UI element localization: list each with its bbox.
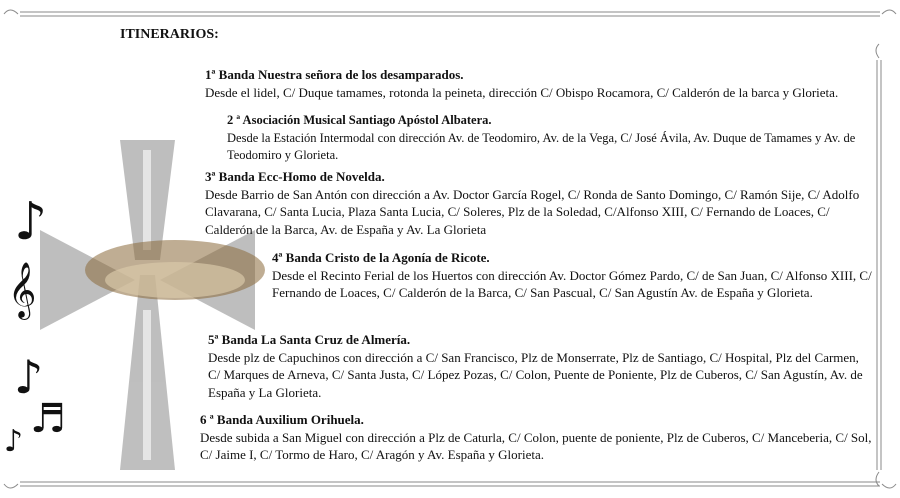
band-itinerary-1	[205, 66, 885, 101]
band-itinerary-3	[205, 168, 865, 238]
band-route: Desde plz de Capuchinos con dirección a C/ San Francisco, Plz de Monserrate, Plz de Santiago, C/ Hospital, Plz del Carmen, C/ Marques de Arneva, C/ Santa Justa, C/ López Pozas, C/ Colon, Puente de Poniente, Plz de Cuberos, C/ San Agustín, Av. de España y La Glorieta.	[208, 349, 863, 400]
eighth-note-icon: ♪	[14, 350, 44, 404]
band-heading: 1ª Banda Nuestra señora de los desamparados.	[205, 67, 464, 82]
band-route: Desde el Recinto Ferial de los Huertos con dirección Av. Doctor Gómez Pardo, C/ de San Juan, C/ Alfonso XIII, C/ Fernando de Loaces, C/ Calderón de la Barca, C/ San Pascual, C/ San Agustín Av. de España y Glorieta.	[272, 267, 872, 300]
band-heading: 5ª Banda La Santa Cruz de Almería.	[208, 332, 411, 347]
band-heading: 3ª Banda Ecc-Homo de Novelda.	[205, 169, 385, 184]
band-route: Desde la Estación Intermodal con dirección Av. de Teodomiro, Av. de la Vega, C/ José Ávila, Av. Duque de Tamames y Av. de Teodomiro y Glorieta.	[227, 130, 856, 162]
treble-clef-icon: 𝄞	[8, 262, 37, 318]
band-route: Desde Barrio de San Antón con dirección a Av. Doctor García Rogel, C/ Ronda de Santo Domingo, C/ Ramón Sije, C/ Adolfo Clavarana, C/ Santa Lucia, Plaza Santa Lucia, C/ Soleres, Plz de la Soledad, C/Alfonso XIII, C/ Fernando de Loaces, C/ Calderón de la Barca, Av. de España y Av. La Glorieta	[205, 186, 860, 237]
eighth-note-icon: ♪	[14, 192, 48, 252]
band-itinerary-6	[200, 411, 880, 464]
band-heading: 6 ª Banda Auxilium Orihuela.	[200, 412, 364, 427]
band-itinerary-4	[272, 249, 872, 302]
band-heading: 2 ª Asociación Musical Santiago Apóstol Albatera.	[227, 113, 492, 127]
page-title: ITINERARIOS:	[120, 27, 219, 42]
band-itinerary-5	[208, 331, 868, 401]
band-itinerary-2	[227, 112, 877, 165]
sixteenth-note-icon: ♬	[30, 396, 66, 442]
eighth-note-icon: ♪	[4, 424, 24, 459]
band-route: Desde subida a San Miguel con dirección a Plz de Caturla, C/ Colon, puente de poniente, Plz de Cuberos, C/ Manceberia, C/ Sol, C/ Jaime I, C/ Tormo de Haro, C/ Aragón y Av. España y Glorieta.	[200, 429, 872, 462]
band-route: Desde el lidel, C/ Duque tamames, rotonda la peineta, dirección C/ Obispo Rocamora, C/ Calderón de la barca y Glorieta.	[205, 84, 839, 100]
band-heading: 4ª Banda Cristo de la Agonía de Ricote.	[272, 250, 490, 265]
